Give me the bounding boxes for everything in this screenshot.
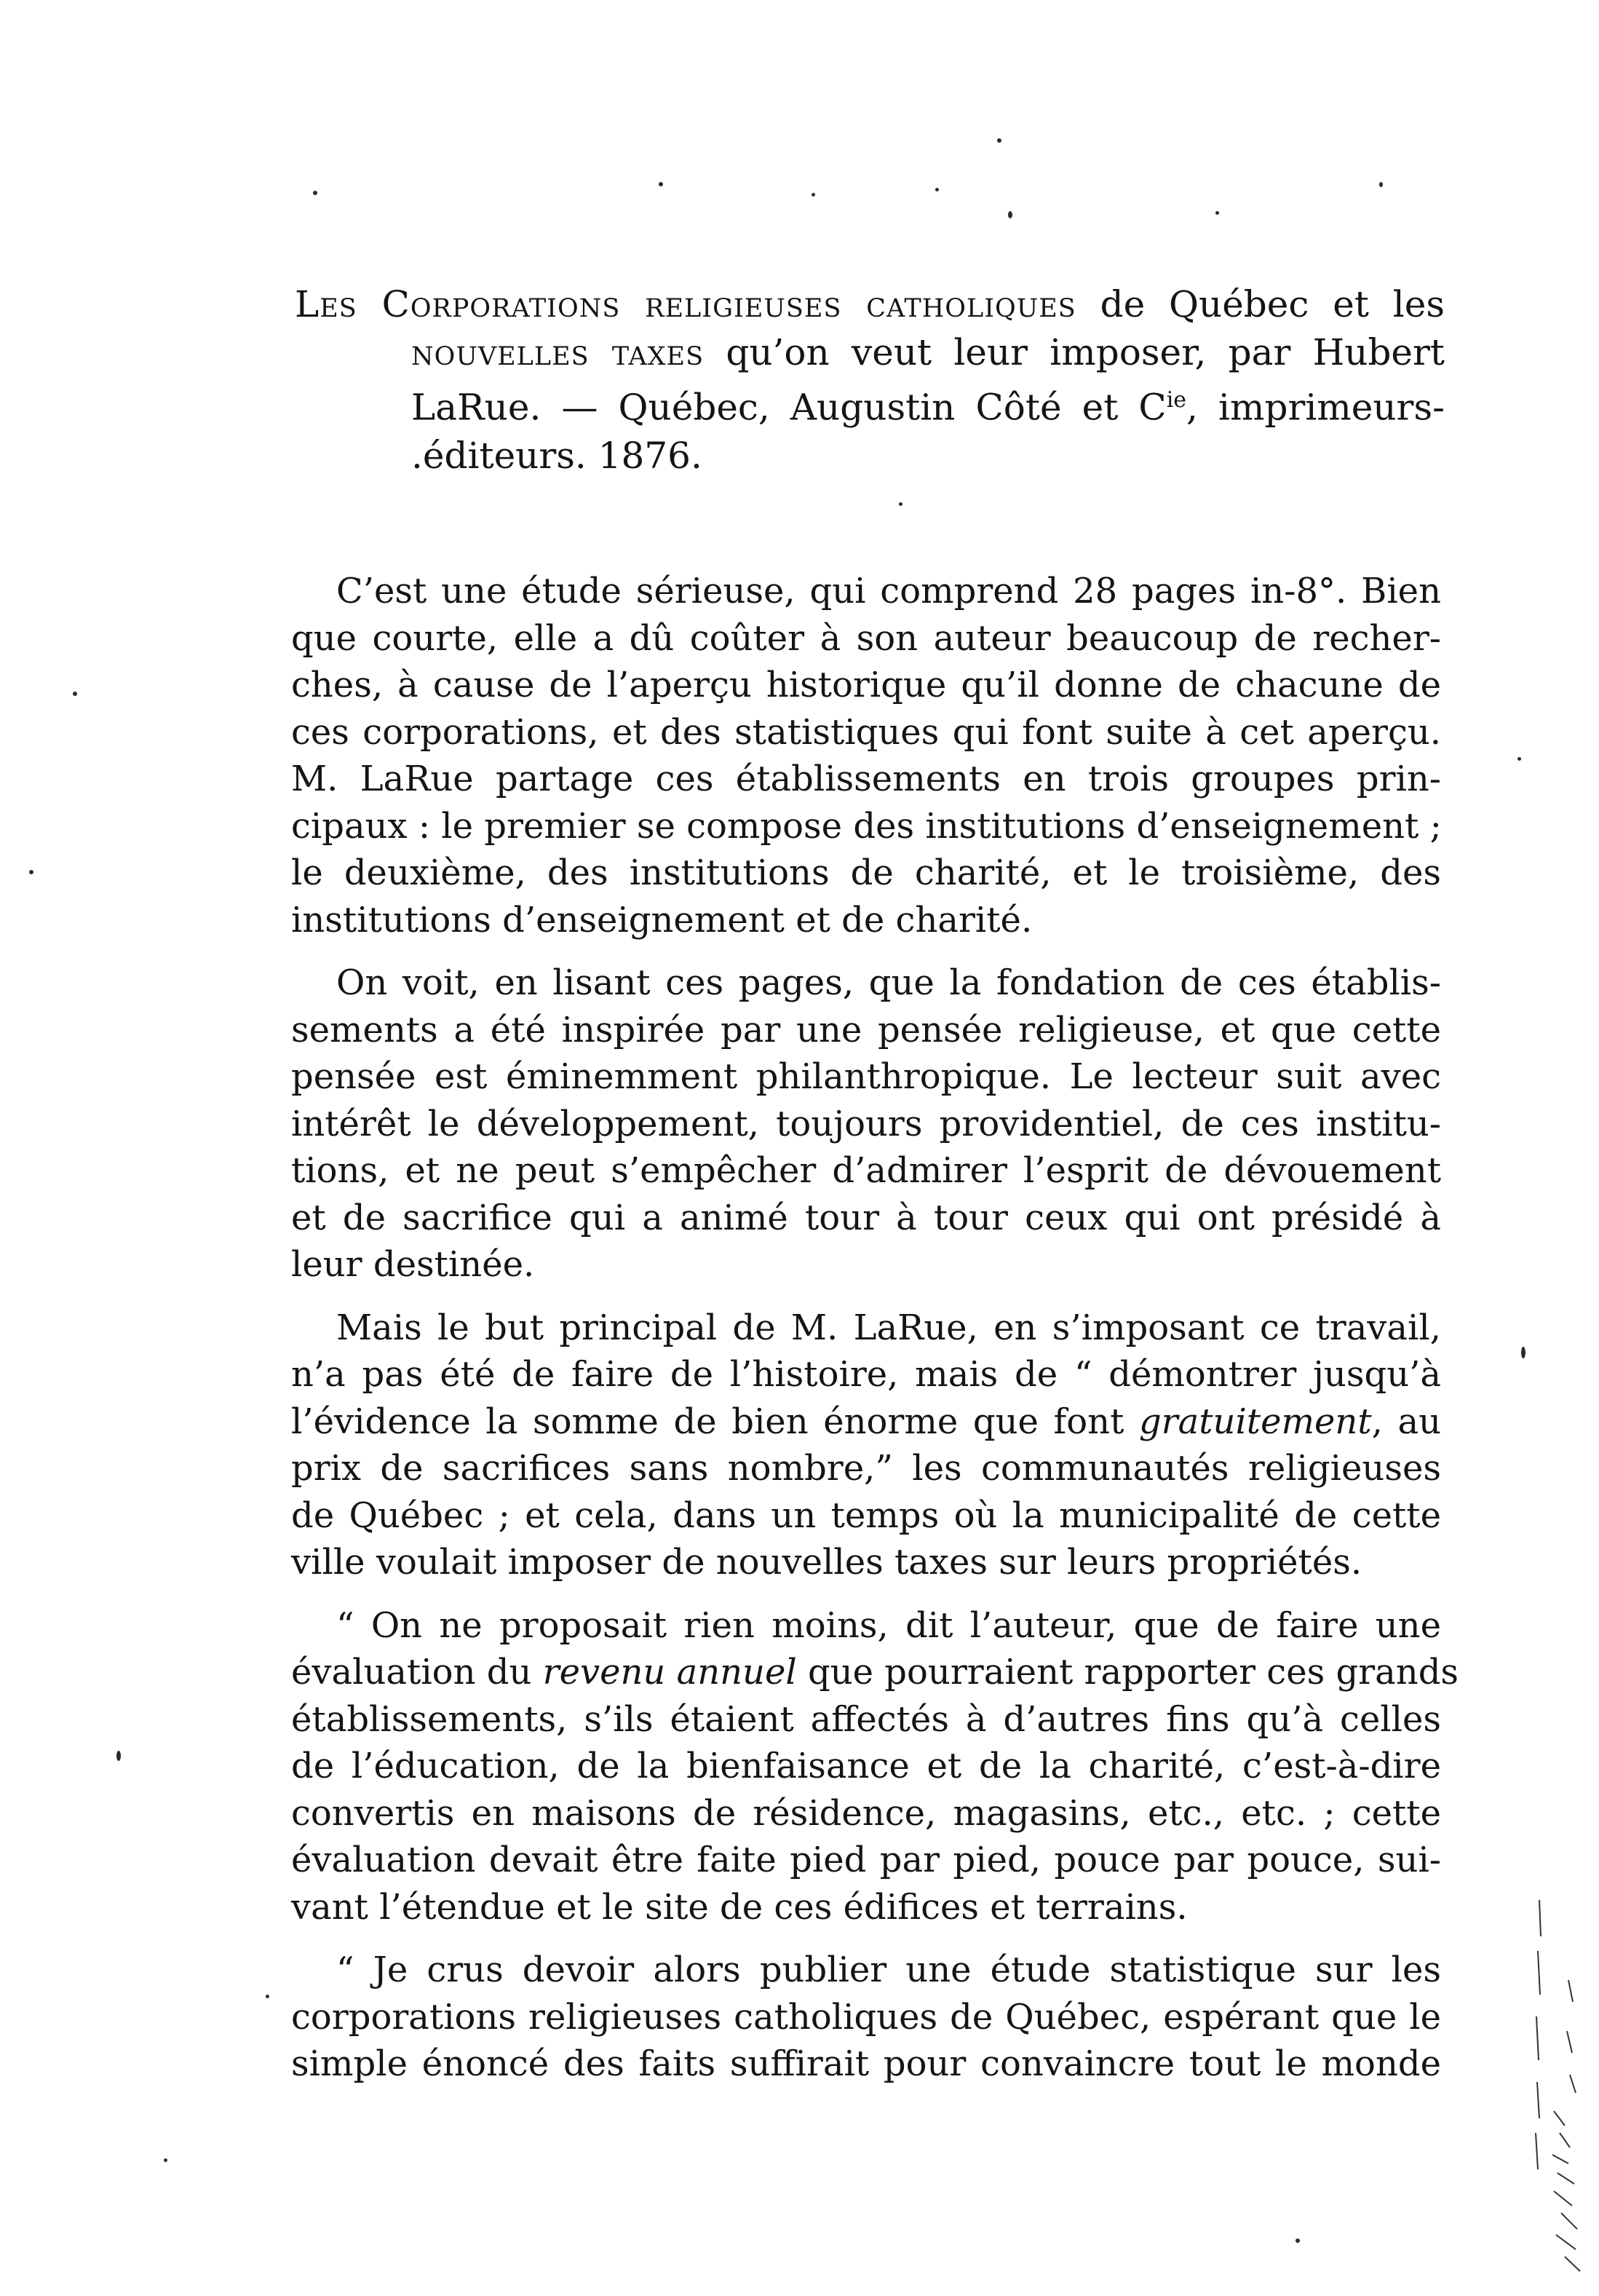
heading-line-1: [295, 280, 1445, 328]
scan-speck: [266, 1995, 269, 1998]
scan-speck: [313, 191, 317, 195]
heading-publisher: LaRue. — Québec, Augustin Côté et C: [411, 386, 1167, 429]
scan-speck: [997, 138, 1001, 143]
text-line: de l’éducation, de la bienfaisance et de la charité, c’est-à-dire: [291, 1746, 1441, 1786]
text-line: tions, et ne peut s’empêcher d’admirer l’esprit de dévouement: [291, 1150, 1441, 1191]
text-line: sements a été inspirée par une pensée religieuse, et que cette: [291, 1009, 1441, 1050]
italic-word: gratuitement: [1138, 1401, 1372, 1442]
text-line: “ On ne proposait rien moins, dit l’auteur, que de faire une: [336, 1604, 1441, 1646]
text-fragment: l’évidence la somme de bien énorme que font: [291, 1401, 1139, 1442]
text-line: ville voulait imposer de nouvelles taxes sur leurs propriétés.: [291, 1542, 1362, 1583]
text-line: cipaux : le premier se compose des institutions d’enseignement ;: [291, 805, 1442, 847]
scan-speck: [1521, 1347, 1525, 1358]
text-line: On voit, en lisant ces pages, que la fondation de ces établis-: [336, 962, 1441, 1003]
text-line: évaluation devait être faite pied par pied, pouce par pouce, sui-: [291, 1840, 1441, 1880]
heading-title-rest: de Québec et les: [1076, 283, 1445, 325]
text-line: Mais le but principal de M. LaRue, en s’imposant ce travail,: [336, 1307, 1441, 1348]
text-line: ces corporations, et des statistiques qui font suite à cet aperçu.: [291, 711, 1441, 753]
text-line: institutions d’enseignement et de charité.: [291, 899, 1033, 941]
text-line: prix de sacrifices sans nombre,” les communautés religieuses: [291, 1448, 1441, 1489]
text-fragment: , au: [1371, 1401, 1441, 1442]
heading-line-4: .éditeurs. 1876.: [411, 434, 702, 477]
text-line: n’a pas été de faire de l’histoire, mais de “ démontrer jusqu’à: [291, 1354, 1441, 1395]
text-line: de Québec ; et cela, dans un temps où la municipalité de cette: [291, 1495, 1441, 1536]
heading-title-smallcaps: Les Corporations religieuses catholiques: [295, 283, 1076, 325]
text-line: “ Je crus devoir alors publier une étude statistique sur les: [336, 1949, 1441, 1990]
text-line: pensée est éminemment philanthropique. Le lecteur suit avec: [291, 1056, 1441, 1097]
scan-edge-noise: [1532, 1893, 1583, 2286]
heading-publisher-end: , imprimeurs-: [1186, 386, 1445, 429]
text-line: le deuxième, des institutions de charité, et le troisième, des: [291, 852, 1441, 893]
scan-speck: [116, 1751, 121, 1761]
text-line: C’est une étude sérieuse, qui comprend 28 pages in-8°. Bien: [336, 571, 1441, 611]
paragraph: [291, 568, 1441, 943]
scan-speck: [73, 692, 77, 696]
text-line: leur destinée.: [291, 1244, 535, 1285]
text-line: et de sacrifice qui a animé tour à tour ceux qui ont présidé à: [291, 1197, 1441, 1238]
text-line-with-italic: [291, 1649, 1459, 1696]
text-line: M. LaRue partage ces établissements en trois groupes prin-: [291, 759, 1441, 799]
paragraph: [291, 1305, 1441, 1586]
text-line-with-italic: [291, 1398, 1441, 1446]
paragraph: [291, 959, 1441, 1288]
text-line: vant l’étendue et le site de ces édifices et terrains.: [291, 1886, 1188, 1928]
scan-speck: [29, 870, 33, 874]
text-line: convertis en maisons de résidence, magasins, etc., etc. ; cette: [291, 1792, 1441, 1834]
scan-speck: [164, 2158, 167, 2162]
scan-speck: [1379, 182, 1383, 187]
scan-speck: [1517, 757, 1521, 761]
scan-speck: [1296, 2238, 1300, 2243]
text-line: établissements, s’ils étaient affectés à d’autres fins qu’à celles: [291, 1698, 1441, 1740]
text-line: que courte, elle a dû coûter à son auteur beaucoup de recher-: [291, 617, 1441, 659]
text-line: simple énoncé des faits suffirait pour convaincre tout le monde: [291, 2043, 1441, 2084]
heading-title-smallcaps-2: nouvelles taxes: [411, 331, 705, 373]
italic-phrase: revenu annuel: [542, 1652, 797, 1693]
bibliographic-heading: [295, 280, 1445, 480]
scan-speck: [1215, 211, 1219, 215]
scan-speck: [659, 182, 663, 186]
scan-speck: [935, 188, 939, 191]
heading-line-3: [295, 376, 1445, 432]
text-line: ches, à cause de l’aperçu historique qu’il donne de chacune de: [291, 665, 1441, 705]
paragraph: [291, 1947, 1441, 2088]
heading-line-2-rest: qu’on veut leur imposer, par Hubert: [704, 331, 1445, 373]
scan-speck: [1008, 211, 1012, 218]
paragraph: [291, 1602, 1459, 1931]
review-body: [291, 568, 1459, 2104]
heading-publisher-sup: ie: [1166, 387, 1187, 413]
scan-speck: [899, 502, 902, 506]
text-fragment: évaluation du: [291, 1652, 543, 1693]
heading-line-2: [295, 328, 1445, 376]
text-fragment: que pourraient rapporter ces grands: [796, 1652, 1459, 1693]
text-line: corporations religieuses catholiques de Québec, espérant que le: [291, 1996, 1441, 2038]
scan-speck: [812, 193, 815, 197]
text-line: intérêt le développement, toujours providentiel, de ces institu-: [291, 1103, 1441, 1144]
